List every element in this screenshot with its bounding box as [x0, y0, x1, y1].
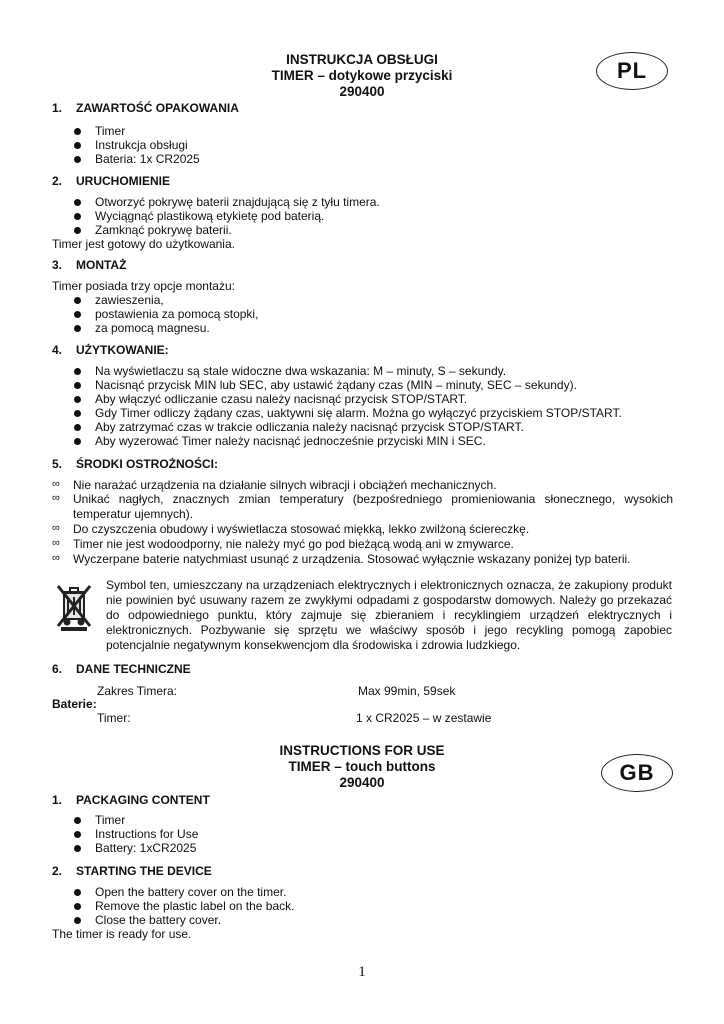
bullet-icon	[74, 297, 81, 304]
pl-section-4-heading	[52, 343, 169, 357]
bullet-icon	[74, 903, 81, 910]
pl-section-6-heading	[52, 662, 191, 676]
bullet-icon	[74, 889, 81, 896]
bullet-icon	[74, 817, 81, 824]
pl-section-3-intro: Timer posiada trzy opcje montażu:	[52, 279, 235, 293]
section-number: 6.	[52, 662, 63, 676]
pl-subtitle: TIMER – dotykowe przyciski	[271, 68, 453, 83]
pl-section-2-footer: Timer jest gotowy do użytkowania.	[52, 237, 235, 251]
spec-range-label: Zakres Timera:	[97, 684, 178, 698]
spec-timer-label: Timer:	[97, 711, 131, 725]
section-number: 1.	[52, 793, 63, 807]
gb-section-2-footer: The timer is ready for use.	[52, 927, 192, 941]
spec-batteries-label: Baterie:	[52, 697, 97, 711]
section-title: ZAWARTOŚĆ OPAKOWANIA	[76, 101, 239, 115]
pl-section-5-heading	[52, 457, 218, 471]
pl-title: INSTRUKCJA OBSŁUGI	[286, 52, 438, 67]
section-number: 4.	[52, 343, 63, 357]
section-number: 2.	[52, 174, 63, 188]
pl-product-code: 290400	[339, 84, 385, 99]
pl-language-badge: PL	[596, 52, 668, 90]
section-title: ŚRODKI OSTROŻNOŚCI:	[76, 457, 219, 471]
section-number: 2.	[52, 864, 63, 878]
bullet-icon	[74, 438, 81, 445]
bullet-icon	[74, 382, 81, 389]
section-number: 1.	[52, 101, 63, 115]
section-title: STARTING THE DEVICE	[76, 864, 212, 878]
bullet-icon	[74, 128, 81, 135]
section-title: MONTAŻ	[76, 258, 127, 272]
bullet-icon	[74, 325, 81, 332]
gb-language-badge: GB	[601, 754, 673, 792]
bullet-icon	[74, 396, 81, 403]
bullet-icon	[74, 424, 81, 431]
bullet-icon	[74, 410, 81, 417]
pl-section-3-heading	[52, 258, 126, 272]
section-title: UŻYTKOWANIE:	[76, 343, 169, 357]
section-number: 5.	[52, 457, 63, 471]
spec-timer-value: 1 x CR2025 – w zestawie	[356, 711, 492, 725]
bullet-icon	[74, 368, 81, 375]
infinity-bullet-icon: ∞	[52, 492, 60, 504]
crossed-out-bin-icon	[52, 582, 96, 632]
bullet-icon	[74, 917, 81, 924]
gb-title: INSTRUCTIONS FOR USE	[279, 743, 445, 758]
bullet-icon	[74, 142, 81, 149]
bullet-icon	[74, 156, 81, 163]
document-page: INSTRUKCJA OBSŁUGI TIMER – dotykowe przyciski 290400 PL 1. ZAWARTOŚĆ OPAKOWANIA Timer Instrukcja obsługi Bateria: 1x CR2025 2. URUCHOMIENIE Otworzyć pokrywę baterii znajdującą się z tyłu timera. Wyciągnąć plastikową etykietę pod baterią. Zamknąć pokrywę baterii. Timer jest gotowy do użytkowania. 3. MONTAŻ Timer posiada trzy opcje montażu: zawieszenia, postawienia za pomocą stopki, za pomocą magnesu. 4. UŻYTKOWANIE: Na wyświetlaczu są stale widoczne dwa wskazania: M – minuty, S – sekundy. Nacisnąć przycisk MIN lub SEC, aby ustawić żądany czas (MIN – minuty, SEC – sekundy). Aby włączyć odliczanie czasu należy nacisnąć przycisk STOP/START. Gdy Timer odliczy żądany czas, uaktywni się alarm. Można go wyłączyć przyciskiem STOP/START. Aby zatrzymać czas w trakcie odliczania należy nacisnąć przycisk STOP/START. Aby wyzerować Timer należy nacisnąć jednocześnie przyciski MIN i SEC. 5. ŚRODKI OSTROŻNOŚCI: ∞ Nie narażać urządzenia na działanie silnych wibracji i obciążeń mechanicznych. ∞ Unikać nagłych, znacznych zmian temperatury (bezpośredniego promieniowania słonecznego, wysokich temperatur ujemnych). ∞ Do czyszczenia obudowy i wyświetlacza stosować miękką, lekko zwilżoną ściereczkę. ∞ Timer nie jest wodoodporny, nie należy myć go pod bieżącą wodą ani w zmywarce. ∞ Wyczerpane baterie natychmiast usunąć z urządzenia. Stosować wyłącznie wskazany poniżej typ baterii. Symbol ten, umieszczany na urządzeniach elektrycznych i elektronicznych oznacza, że zakupiony produkt nie powinien być usuwany razem ze zwykłymi odpadami z gospodarstw domowych. Należy go przekazać do odpowiedniego punktu, który zajmuje się zbieraniem i recyklingiem urządzeń elektrycznych i elektronicznych. Pozbywanie się sprzętu we właściwy sposób i jego recykling pomogą zapobiec potencjalnie negatywnym konsekwencjom dla środowiska i zdrowia ludzkiego. 6. DANE TECHNICZNE Zakres Timera: Max 99min, 59sek Baterie: Timer: 1 x CR2025 – w zestawie INSTRUCTIONS FOR USE TIMER – touch buttons 290400 GB 1. PACKAGING CONTENT Timer Instructions for Use Battery: 1xCR2025 2. STARTING THE DEVICE Open the battery cover on the timer. Remove the plastic label on the back. Close the battery cover. The timer is ready for use. 1	[0, 0, 724, 1024]
infinity-bullet-icon: ∞	[52, 478, 60, 490]
section-number: 3.	[52, 258, 63, 272]
bullet-icon	[74, 831, 81, 838]
infinity-bullet-icon: ∞	[52, 552, 60, 564]
infinity-bullet-icon: ∞	[52, 537, 60, 549]
gb-section-2-heading	[52, 864, 212, 878]
weee-disposal-notice: Symbol ten, umieszczany na urządzeniach elektrycznych i elektronicznych oznacza, że zakupiony produkt nie powinien być usuwany razem ze zwykłymi odpadami z gospodarstw domowych. Należy go przekazać do odpowiedniego punktu, który zajmuje się zbieraniem i recyklingiem urządzeń elektrycznych i elektronicznych. Pozbywanie się sprzętu we właściwy sposób i jego recykling pomogą zapobiec potencjalnie negatywnym konsekwencjom dla środowiska i zdrowia ludzkiego.	[106, 578, 672, 652]
gb-product-code: 290400	[339, 775, 385, 790]
section-title: URUCHOMIENIE	[76, 174, 171, 188]
spec-range-value: Max 99min, 59sek	[358, 684, 456, 698]
section-title: PACKAGING CONTENT	[76, 793, 210, 807]
gb-section-1-heading	[52, 793, 210, 807]
pl-section-2-heading	[52, 174, 170, 188]
bullet-icon	[74, 311, 81, 318]
infinity-bullet-icon: ∞	[52, 522, 60, 534]
bullet-icon	[74, 845, 81, 852]
bullet-icon	[74, 199, 81, 206]
page-number: 1	[358, 964, 366, 980]
bullet-icon	[74, 213, 81, 220]
pl-section-1-heading	[52, 101, 239, 115]
section-title: DANE TECHNICZNE	[76, 662, 191, 676]
bullet-icon	[74, 227, 81, 234]
gb-subtitle: TIMER – touch buttons	[288, 759, 436, 774]
